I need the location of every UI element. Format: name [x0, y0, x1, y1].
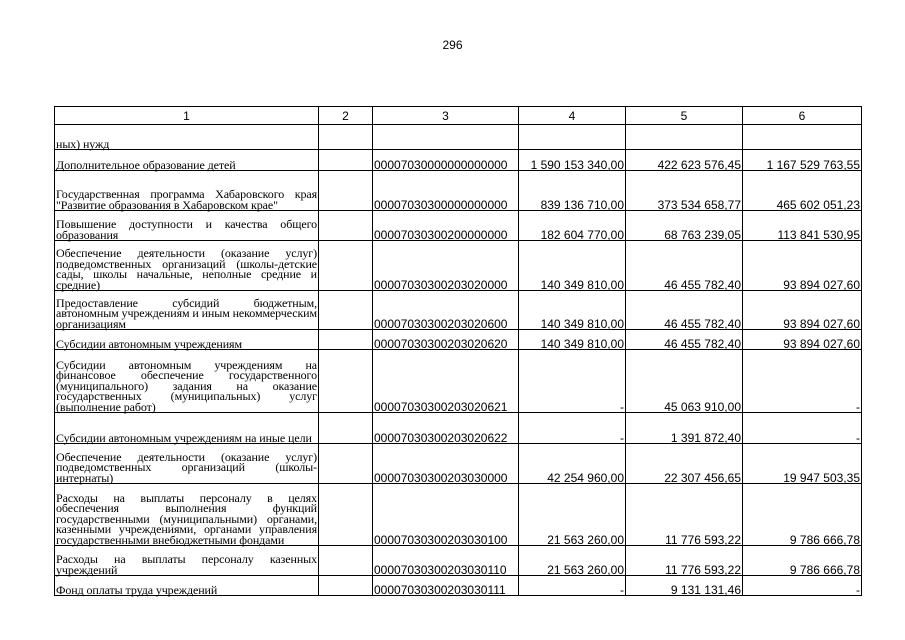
row-value-5-cell: 22 307 456,65 [626, 444, 743, 484]
row-col2-cell [319, 484, 373, 546]
table-row [55, 350, 862, 413]
row-name-cell: Повышение доступности и качества общего образования [55, 211, 319, 241]
row-name-cell: Субсидии автономным учреждениям на иные цели [55, 413, 319, 444]
row-value-4-cell: 839 136 710,00 [519, 171, 626, 211]
row-name-cell: Дополнительное образование детей [55, 150, 319, 171]
row-value-6-cell: 93 894 027,60 [743, 241, 862, 291]
row-value-4-cell: 21 563 260,00 [519, 546, 626, 576]
column-header: 1 [55, 107, 319, 125]
row-code-cell: 00007030000000000000 [373, 150, 519, 171]
row-col2-cell [319, 291, 373, 330]
row-code-cell: 00007030300203020622 [373, 413, 519, 444]
row-value-4-cell: 140 349 810,00 [519, 330, 626, 350]
row-name-cell: ных) нужд [55, 125, 319, 150]
row-code-cell: 00007030300203030000 [373, 444, 519, 484]
row-value-5-cell: 46 455 782,40 [626, 330, 743, 350]
row-col2-cell [319, 125, 373, 150]
row-value-6-cell: 93 894 027,60 [743, 330, 862, 350]
row-value-5-cell: 46 455 782,40 [626, 241, 743, 291]
row-value-4-cell: - [519, 576, 626, 596]
row-name-cell: Расходы на выплаты персоналу казенных учреждений [55, 546, 319, 576]
row-value-5-cell: 1 391 872,40 [626, 413, 743, 444]
table-row [55, 546, 862, 576]
row-name-cell: Фонд оплаты труда учреждений [55, 576, 319, 596]
row-col2-cell [319, 546, 373, 576]
row-code-cell: 00007030300203020620 [373, 330, 519, 350]
row-value-6-cell: 93 894 027,60 [743, 291, 862, 330]
table-row [55, 211, 862, 241]
row-value-5-cell: 422 623 576,45 [626, 150, 743, 171]
row-value-5-cell: 11 776 593,22 [626, 546, 743, 576]
row-value-6-cell: - [743, 350, 862, 413]
row-value-6-cell: 19 947 503,35 [743, 444, 862, 484]
row-name-cell: Обеспечение деятельности (оказание услуг) подведомственных организаций (школы-детские сады, школы начальные, неполные средние и средние) [55, 241, 319, 291]
row-value-6-cell: - [743, 413, 862, 444]
row-value-4-cell: 140 349 810,00 [519, 241, 626, 291]
page-number: 296 [442, 38, 463, 52]
table-header-row [55, 107, 862, 125]
row-value-6-cell: 113 841 530,95 [743, 211, 862, 241]
table-row [55, 330, 862, 350]
table-row [55, 413, 862, 444]
table-row [55, 291, 862, 330]
row-col2-cell [319, 171, 373, 211]
row-value-5-cell: 46 455 782,40 [626, 291, 743, 330]
row-value-4-cell: 42 254 960,00 [519, 444, 626, 484]
column-header: 2 [319, 107, 373, 125]
row-col2-cell [319, 330, 373, 350]
table-row [55, 576, 862, 596]
row-value-6-cell: 465 602 051,23 [743, 171, 862, 211]
row-value-6-cell: 1 167 529 763,55 [743, 150, 862, 171]
row-code-cell: 00007030300203030100 [373, 484, 519, 546]
row-col2-cell [319, 241, 373, 291]
table-row [55, 150, 862, 171]
row-name-cell: Государственная программа Хабаровского края "Развитие образования в Хабаровском крае" [55, 171, 319, 211]
row-value-6-cell: - [743, 576, 862, 596]
row-name-cell: Субсидии автономным учреждениям [55, 330, 319, 350]
row-value-4-cell: 182 604 770,00 [519, 211, 626, 241]
row-value-6-cell: 9 786 666,78 [743, 546, 862, 576]
column-header: 6 [743, 107, 862, 125]
row-code-cell: 00007030300203020600 [373, 291, 519, 330]
row-value-4-cell [519, 125, 626, 150]
row-value-4-cell: - [519, 413, 626, 444]
row-name-cell: Субсидии автономным учреждениям на финансовое обеспечение государственного (муниципального) задания на оказание государственных (муниципальных) услуг (выполнение работ) [55, 350, 319, 413]
table-row [55, 484, 862, 546]
row-col2-cell [319, 211, 373, 241]
table-row [55, 241, 862, 291]
row-col2-cell [319, 413, 373, 444]
row-code-cell: 00007030300203030110 [373, 546, 519, 576]
row-value-5-cell [626, 125, 743, 150]
row-code-cell: 00007030300203020621 [373, 350, 519, 413]
row-code-cell: 00007030300203020000 [373, 241, 519, 291]
row-value-5-cell: 9 131 131,46 [626, 576, 743, 596]
column-header: 3 [373, 107, 519, 125]
row-value-5-cell: 373 534 658,77 [626, 171, 743, 211]
row-value-6-cell: 9 786 666,78 [743, 484, 862, 546]
table-row [55, 444, 862, 484]
row-value-4-cell: 21 563 260,00 [519, 484, 626, 546]
row-name-cell: Обеспечение деятельности (оказание услуг) подведомственных организаций (школы-интернаты) [55, 444, 319, 484]
column-header: 5 [626, 107, 743, 125]
row-col2-cell [319, 150, 373, 171]
row-code-cell: 00007030300203030111 [373, 576, 519, 596]
row-value-5-cell: 11 776 593,22 [626, 484, 743, 546]
table-body [55, 125, 862, 596]
row-value-4-cell: - [519, 350, 626, 413]
row-col2-cell [319, 576, 373, 596]
row-col2-cell [319, 350, 373, 413]
row-code-cell: 00007030300000000000 [373, 171, 519, 211]
table-row [55, 171, 862, 211]
budget-table [54, 106, 862, 596]
column-header: 4 [519, 107, 626, 125]
row-value-5-cell: 68 763 239,05 [626, 211, 743, 241]
row-value-5-cell: 45 063 910,00 [626, 350, 743, 413]
row-col2-cell [319, 444, 373, 484]
row-code-cell [373, 125, 519, 150]
row-value-6-cell [743, 125, 862, 150]
table-row [55, 125, 862, 150]
row-name-cell: Предоставление субсидий бюджетным, автономным учреждениям и иным некоммерческим организациям [55, 291, 319, 330]
row-name-cell: Расходы на выплаты персоналу в целях обеспечения выполнения функций государственными (муниципальными) органами, казенными учреждениями, органами управления государственными внебюджетными фондами [55, 484, 319, 546]
row-code-cell: 00007030300200000000 [373, 211, 519, 241]
row-value-4-cell: 1 590 153 340,00 [519, 150, 626, 171]
row-value-4-cell: 140 349 810,00 [519, 291, 626, 330]
